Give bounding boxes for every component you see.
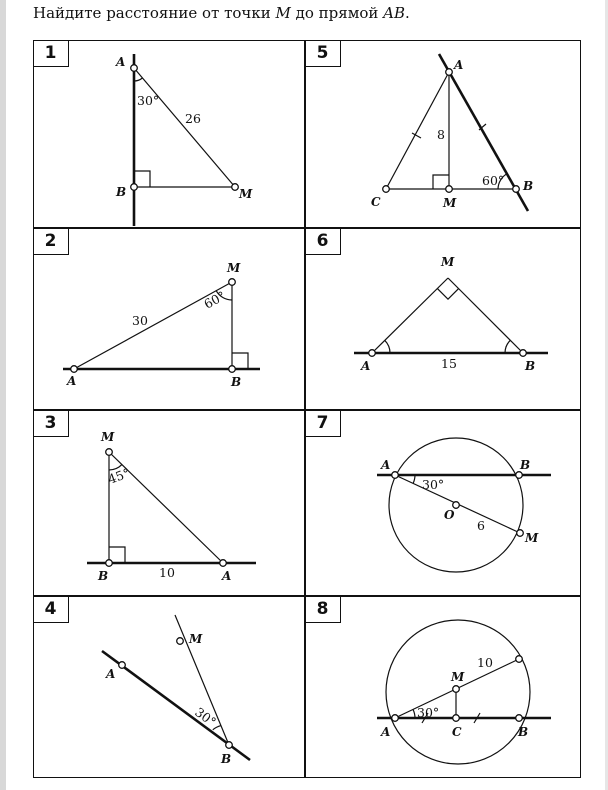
- label-o: O: [444, 508, 455, 522]
- label-a: A: [67, 374, 77, 388]
- problem-6-figure: [306, 229, 582, 411]
- label-b: B: [231, 375, 242, 389]
- problem-number: 5: [305, 40, 341, 67]
- label-c: C: [452, 725, 462, 739]
- problem-7-cell: [305, 410, 581, 596]
- point-m: [446, 186, 453, 193]
- label-a: A: [381, 725, 391, 739]
- problem-5-cell: [305, 40, 581, 228]
- point-a: [392, 472, 399, 479]
- problem-3-figure: [34, 411, 306, 597]
- angle-value: 30°: [422, 477, 445, 492]
- problem-number: 3: [33, 410, 69, 437]
- point-a: [131, 65, 138, 72]
- label-m: M: [189, 632, 203, 646]
- label-a: A: [454, 58, 464, 72]
- side-value: 6: [477, 518, 485, 533]
- problem-1-figure: [34, 41, 306, 229]
- label-m: M: [101, 430, 115, 444]
- page-title: Найдите расстояние от точки M до прямой AB.: [33, 4, 410, 22]
- angle-value: 45°: [105, 465, 132, 487]
- angle-arc: [213, 726, 221, 730]
- label-c: C: [371, 195, 381, 209]
- side-value: 26: [185, 111, 201, 126]
- angle-arc: [505, 340, 510, 353]
- label-b: B: [98, 569, 109, 583]
- problem-number: 4: [33, 596, 69, 623]
- label-b: B: [523, 179, 534, 193]
- point-a: [392, 715, 399, 722]
- point-m: [177, 638, 184, 645]
- segment-am: [372, 278, 448, 353]
- label-b: B: [525, 359, 536, 373]
- problem-1-cell: [33, 40, 305, 228]
- problem-number: 1: [33, 40, 69, 67]
- problem-2-cell: [33, 228, 305, 410]
- label-a: A: [381, 458, 391, 472]
- point-a: [119, 662, 126, 669]
- point-a: [220, 560, 227, 567]
- problem-number: 6: [305, 228, 341, 255]
- point-a: [71, 366, 78, 373]
- label-a: A: [106, 667, 116, 681]
- problem-6-cell: [305, 228, 581, 410]
- label-m: M: [525, 531, 539, 545]
- label-b: B: [221, 752, 232, 766]
- point-a: [446, 69, 453, 76]
- problem-3-cell: [33, 410, 305, 596]
- point-b: [516, 472, 523, 479]
- angle-value: 30°: [417, 705, 440, 720]
- right-angle-mark: [437, 289, 458, 300]
- problem-8-figure: [306, 597, 582, 779]
- side-value: 15: [441, 356, 457, 371]
- label-b: B: [518, 725, 529, 739]
- point-b: [229, 366, 236, 373]
- point-a: [369, 350, 376, 357]
- problem-7-figure: [306, 411, 582, 597]
- problem-4-cell: [33, 596, 305, 778]
- problem-8-cell: [305, 596, 581, 778]
- segment-mb: [448, 278, 523, 353]
- label-b: B: [520, 458, 531, 472]
- angle-value: 30°: [137, 93, 160, 108]
- point-m: [517, 530, 524, 537]
- page-edge-left: [0, 0, 6, 790]
- problem-5-figure: [306, 41, 582, 229]
- side-value: 10: [159, 565, 175, 580]
- point-chord-end: [516, 656, 523, 663]
- point-b: [106, 560, 113, 567]
- point-b: [226, 742, 233, 749]
- label-m: M: [443, 196, 457, 210]
- problem-number: 8: [305, 596, 341, 623]
- angle-value: 30°: [192, 704, 219, 730]
- label-m: M: [239, 187, 253, 201]
- segment-am: [134, 68, 235, 187]
- side-value: 10: [477, 655, 493, 670]
- point-c: [453, 715, 460, 722]
- point-m: [229, 279, 236, 286]
- point-b: [131, 184, 138, 191]
- side-value: 8: [437, 127, 445, 142]
- point-m: [232, 184, 239, 191]
- problem-4-figure: [34, 597, 306, 779]
- label-m: M: [227, 261, 241, 275]
- label-m: M: [451, 670, 465, 684]
- point-b: [513, 186, 520, 193]
- point-m: [106, 449, 113, 456]
- label-b: B: [116, 185, 127, 199]
- angle-value: 60°: [201, 288, 228, 312]
- angle-arc: [385, 340, 390, 353]
- label-a: A: [222, 569, 232, 583]
- angle-value: 60°: [482, 173, 505, 188]
- point-c: [383, 186, 390, 193]
- label-m: M: [441, 255, 455, 269]
- point-b: [520, 350, 527, 357]
- point-m: [453, 686, 460, 693]
- problem-number: 2: [33, 228, 69, 255]
- problem-2-figure: [34, 229, 306, 411]
- side-value: 30: [132, 313, 148, 328]
- label-a: A: [116, 55, 126, 69]
- point-b: [516, 715, 523, 722]
- problem-number: 7: [305, 410, 341, 437]
- label-a: A: [361, 359, 371, 373]
